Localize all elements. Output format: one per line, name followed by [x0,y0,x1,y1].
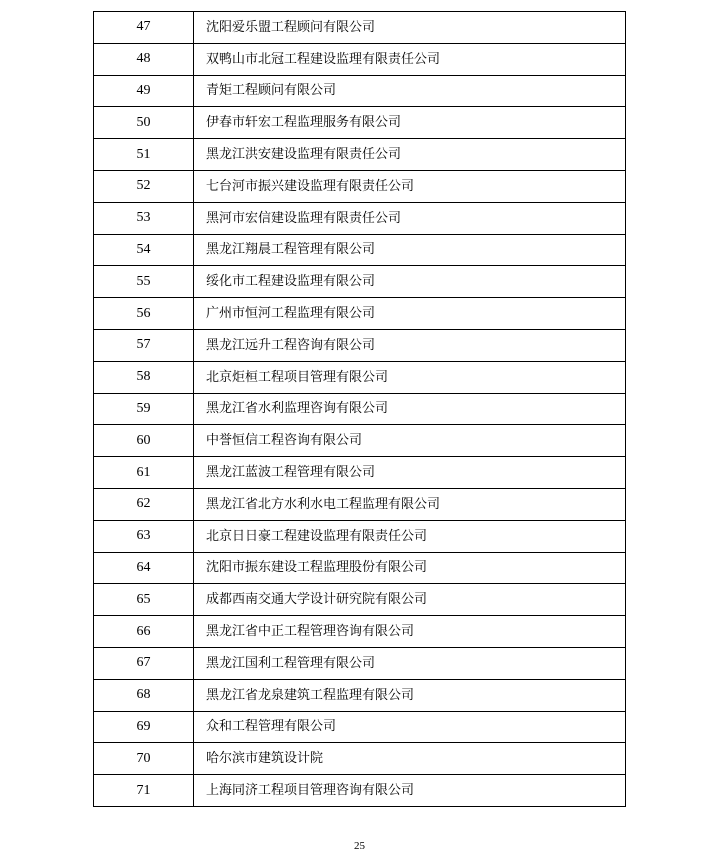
company-name-cell: 绥化市工程建设监理有限公司 [194,266,626,298]
row-number-cell: 62 [94,488,194,520]
row-number-cell: 59 [94,393,194,425]
company-name-cell: 广州市恒河工程监理有限公司 [194,298,626,330]
table-row [94,679,626,711]
row-number-cell: 55 [94,266,194,298]
table-row [94,488,626,520]
row-number-cell: 67 [94,647,194,679]
table-row [94,234,626,266]
row-number-cell: 54 [94,234,194,266]
row-number-cell: 65 [94,584,194,616]
row-number-cell: 56 [94,298,194,330]
company-name-cell: 七台河市振兴建设监理有限责任公司 [194,170,626,202]
table-row [94,170,626,202]
row-number-cell: 49 [94,75,194,107]
table-row [94,361,626,393]
row-number-cell: 51 [94,139,194,171]
company-name-cell: 黑龙江翔晨工程管理有限公司 [194,234,626,266]
company-name-cell: 成都西南交通大学设计研究院有限公司 [194,584,626,616]
table-row [94,775,626,807]
table-row [94,139,626,171]
table-row [94,711,626,743]
table-row [94,298,626,330]
row-number-cell: 53 [94,202,194,234]
row-number-cell: 63 [94,520,194,552]
row-number-cell: 58 [94,361,194,393]
row-number-cell: 47 [94,12,194,44]
table-row [94,647,626,679]
row-number-cell: 57 [94,329,194,361]
company-name-cell: 北京炬桓工程项目管理有限公司 [194,361,626,393]
company-name-cell: 黑河市宏信建设监理有限责任公司 [194,202,626,234]
company-name-cell: 双鸭山市北冠工程建设监理有限责任公司 [194,43,626,75]
row-number-cell: 52 [94,170,194,202]
row-number-cell: 70 [94,743,194,775]
table-row [94,520,626,552]
table-row [94,425,626,457]
company-name-cell: 青矩工程顾问有限公司 [194,75,626,107]
table-row [94,202,626,234]
table-row [94,12,626,44]
company-name-cell: 黑龙江省中正工程管理咨询有限公司 [194,616,626,648]
company-table [93,11,626,807]
company-name-cell: 黑龙江国利工程管理有限公司 [194,647,626,679]
table-row [94,743,626,775]
company-name-cell: 伊春市轩宏工程监理服务有限公司 [194,107,626,139]
page-number: 25 [354,840,365,852]
row-number-cell: 64 [94,552,194,584]
row-number-cell: 66 [94,616,194,648]
company-name-cell: 沈阳市振东建设工程监理股份有限公司 [194,552,626,584]
table-row [94,75,626,107]
company-name-cell: 哈尔滨市建筑设计院 [194,743,626,775]
company-name-cell: 沈阳爱乐盟工程顾问有限公司 [194,12,626,44]
company-table-body [94,12,626,807]
row-number-cell: 60 [94,425,194,457]
company-name-cell: 黑龙江蓝波工程管理有限公司 [194,457,626,489]
table-row [94,43,626,75]
company-name-cell: 黑龙江省北方水利水电工程监理有限公司 [194,488,626,520]
row-number-cell: 68 [94,679,194,711]
company-name-cell: 众和工程管理有限公司 [194,711,626,743]
company-name-cell: 黑龙江省水利监理咨询有限公司 [194,393,626,425]
table-row [94,457,626,489]
row-number-cell: 50 [94,107,194,139]
row-number-cell: 69 [94,711,194,743]
table-row [94,266,626,298]
table-row [94,552,626,584]
row-number-cell: 71 [94,775,194,807]
company-name-cell: 黑龙江省龙泉建筑工程监理有限公司 [194,679,626,711]
company-name-cell: 黑龙江洪安建设监理有限责任公司 [194,139,626,171]
company-name-cell: 北京日日豪工程建设监理有限责任公司 [194,520,626,552]
table-row [94,616,626,648]
company-name-cell: 中誉恒信工程咨询有限公司 [194,425,626,457]
table-row [94,107,626,139]
table-row [94,329,626,361]
row-number-cell: 61 [94,457,194,489]
table-row [94,393,626,425]
company-name-cell: 黑龙江远升工程咨询有限公司 [194,329,626,361]
table-row [94,584,626,616]
company-name-cell: 上海同济工程项目管理咨询有限公司 [194,775,626,807]
row-number-cell: 48 [94,43,194,75]
